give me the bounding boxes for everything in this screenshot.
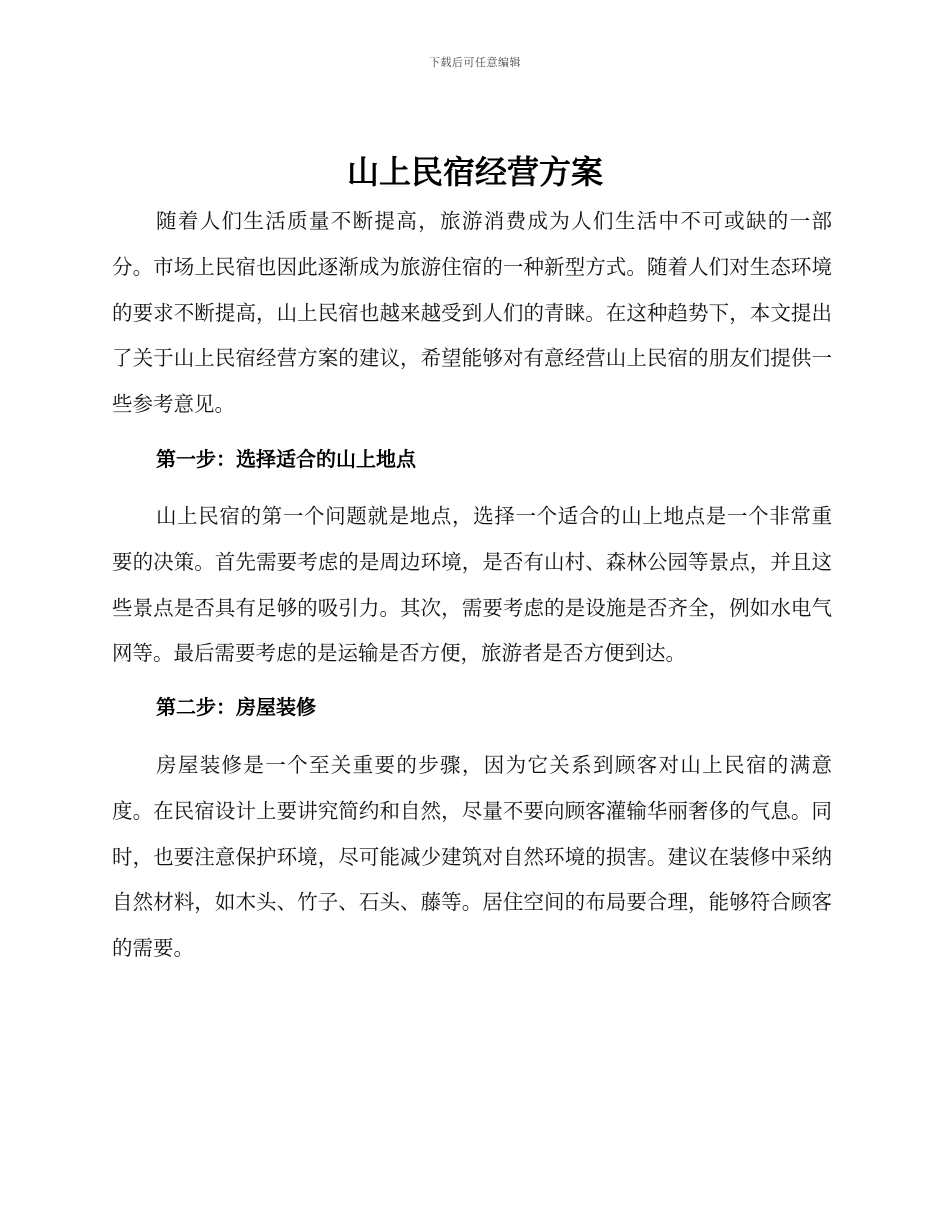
document-title: 山上民宿经营方案 (346, 153, 603, 191)
section-heading-step-2: 第二步：房屋装修 (156, 695, 316, 719)
section-heading-step-1: 第一步：选择适合的山上地点 (156, 447, 416, 471)
page-header-note: 下载后可任意编辑 (429, 56, 521, 69)
section-paragraph-step-2: 房屋装修是一个至关重要的步骤，因为它关系到顾客对山上民宿的满意度。在民宿设计上要讲究简约和自然，尽量不要向顾客灌输华丽奢侈的气息。同时，也要注意保护环境，尽可能减少建筑对自然环境的损害。建议在装修中采纳自然材料，如木头、竹子、石头、藤等。居住空间的布局要合理，能够符合顾客的需要。 (112, 753, 832, 961)
intro-paragraph: 随着人们生活质量不断提高，旅游消费成为人们生活中不可或缺的一部分。市场上民宿也因此逐渐成为旅游住宿的一种新型方式。随着人们对生态环境的要求不断提高，山上民宿也越来越受到人们的青睐。在这种趋势下，本文提出了关于山上民宿经营方案的建议，希望能够对有意经营山上民宿的朋友们提供一些参考意见。 (112, 209, 832, 417)
section-paragraph-step-1: 山上民宿的第一个问题就是地点，选择一个适合的山上地点是一个非常重要的决策。首先需要考虑的是周边环境，是否有山村、森林公园等景点，并且这些景点是否具有足够的吸引力。其次，需要考虑的是设施是否齐全，例如水电气网等。最后需要考虑的是运输是否方便，旅游者是否方便到达。 (112, 504, 832, 666)
